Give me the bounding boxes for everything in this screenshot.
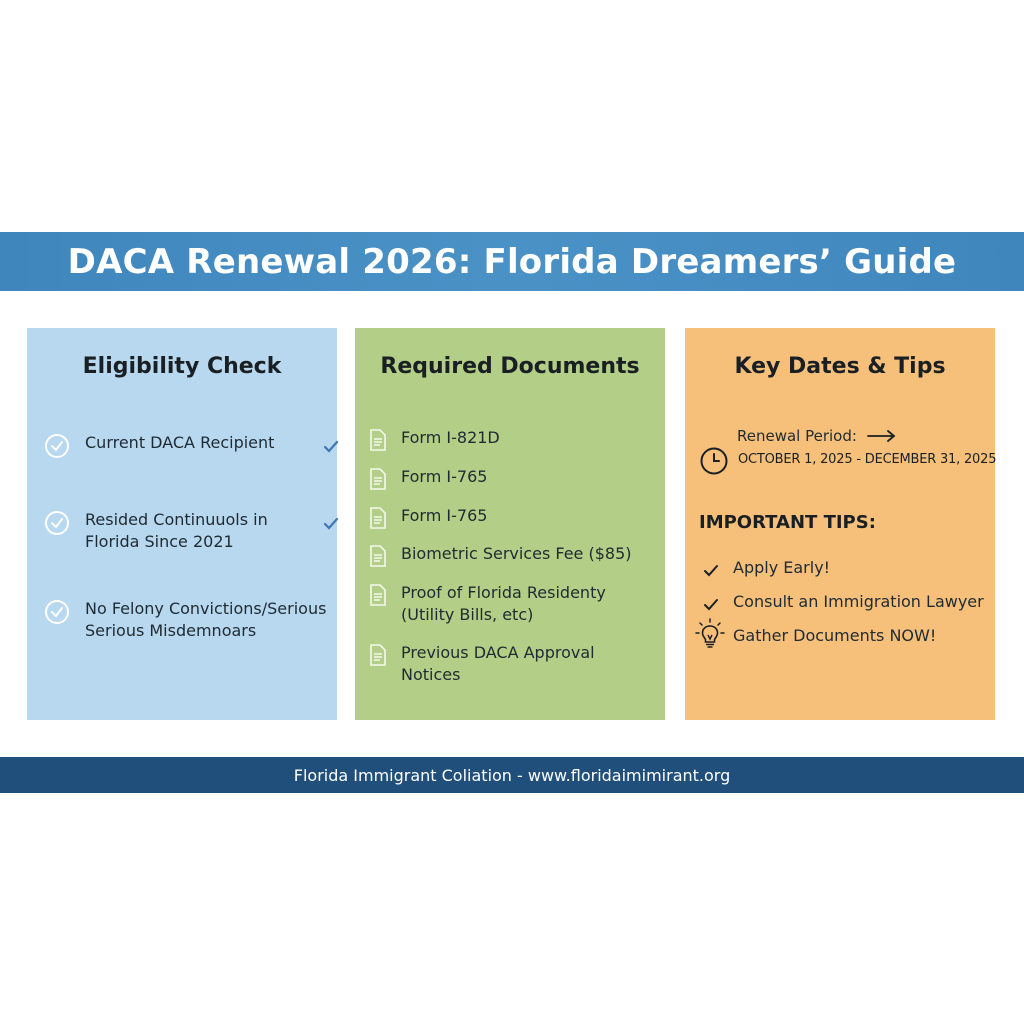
tip-text: Apply Early! xyxy=(733,558,831,577)
document-icon xyxy=(369,429,387,451)
eligibility-item-text: Current DACA Recipient xyxy=(85,433,275,452)
clock-icon xyxy=(699,446,729,476)
document-icon xyxy=(369,644,387,666)
document-icon xyxy=(369,545,387,567)
document-item-text: Previous DACA Approval Notices xyxy=(401,643,595,684)
footer-bar xyxy=(0,757,1024,793)
document-item-text: Form I-765 xyxy=(401,506,488,525)
eligibility-heading: Eligibility Check xyxy=(82,354,282,379)
document-icon xyxy=(369,584,387,606)
key-dates-heading: Key Dates & Tips xyxy=(734,354,946,379)
arrow-right-icon xyxy=(867,429,897,443)
lightbulb-icon xyxy=(695,617,725,651)
check-circle-icon xyxy=(45,600,69,624)
title-banner xyxy=(0,232,1024,291)
check-circle-icon xyxy=(45,434,69,458)
checkmark-icon xyxy=(703,564,719,578)
document-icon xyxy=(369,468,387,490)
document-icon xyxy=(369,507,387,529)
renewal-dates: OCTOBER 1, 2025 - DECEMBER 31, 2025 xyxy=(738,452,997,467)
footer-text: Florida Immigrant Coliation - www.floridaimimirant.org xyxy=(293,765,731,785)
tips-heading: IMPORTANT TIPS: xyxy=(699,512,876,533)
document-item-text: Proof of Florida Residenty (Utility Bills, etc) xyxy=(401,583,606,624)
tip-text: Consult an Immigration Lawyer xyxy=(733,592,984,611)
blue-checkmark-icon xyxy=(323,517,339,531)
blue-checkmark-icon xyxy=(323,440,339,454)
documents-heading: Required Documents xyxy=(380,354,640,379)
key-dates-card xyxy=(685,328,995,720)
eligibility-item-text: Resided Continuuols in Florida Since 2021 xyxy=(85,510,268,551)
eligibility-card xyxy=(27,328,337,720)
documents-card xyxy=(355,328,665,720)
document-item-text: Biometric Services Fee ($85) xyxy=(401,544,632,563)
checkmark-icon xyxy=(703,598,719,612)
tip-text: Gather Documents NOW! xyxy=(733,626,937,645)
eligibility-item-text: No Felony Convictions/Serious Serious Misdemnoars xyxy=(85,599,327,640)
check-circle-icon xyxy=(45,511,69,535)
document-item-text: Form I-821D xyxy=(401,428,500,447)
renewal-period-label: Renewal Period: xyxy=(737,427,857,445)
document-item-text: Form I-765 xyxy=(401,467,488,486)
page-title: DACA Renewal 2026: Florida Dreamers’ Guide xyxy=(67,241,957,282)
